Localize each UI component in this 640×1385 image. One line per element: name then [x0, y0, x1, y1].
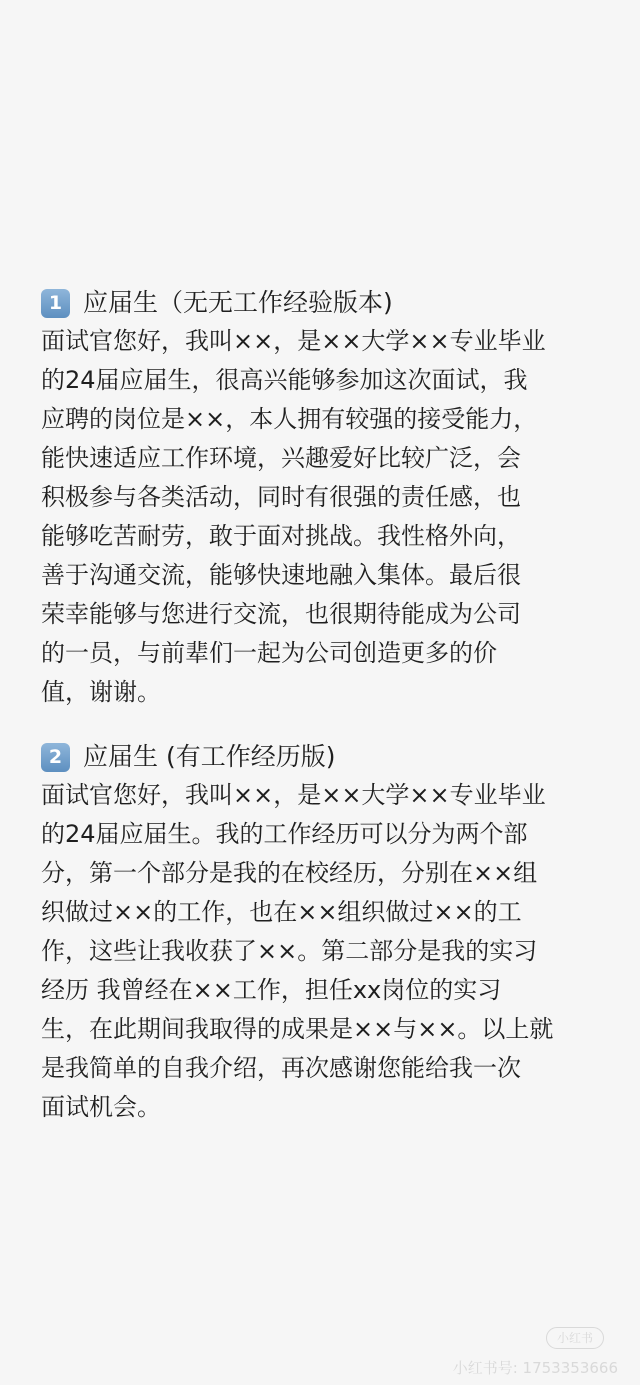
paragraph-line: 应聘的岗位是××，本人拥有较强的接受能力，: [41, 405, 538, 433]
paragraph-line: 的24届应届生，很高兴能够参加这次面试，我: [41, 366, 528, 394]
paragraph-line: 能快速适应工作环境，兴趣爱好比较广泛，会: [41, 444, 521, 472]
section-heading: [41, 738, 601, 776]
paragraph-line: 的24届应届生。我的工作经历可以分为两个部: [41, 820, 528, 848]
paragraph-line: 生，在此期间我取得的成果是××与××。以上就: [41, 1015, 554, 1043]
paragraph-line: 织做过××的工作，也在××组织做过××的工: [41, 898, 522, 926]
paragraph-line: 是我简单的自我介绍，再次感谢您能给我一次: [41, 1054, 521, 1082]
paragraph-line: 荣幸能够与您进行交流，也很期待能成为公司: [41, 600, 521, 628]
paragraph-line: 面试官您好，我叫××，是××大学××专业毕业: [41, 327, 546, 355]
paragraph-line: 值，谢谢。: [41, 678, 161, 706]
watermark-logo: 小红书: [546, 1327, 604, 1349]
paragraph-line: 积极参与各类活动，同时有很强的责任感，也: [41, 483, 521, 511]
paragraph-line: 善于沟通交流，能够快速地融入集体。最后很: [41, 561, 521, 589]
section-fresh-graduate-no-experience: [41, 284, 601, 712]
paragraph-line: 面试官您好，我叫××，是××大学××专业毕业: [41, 781, 546, 809]
watermark: [453, 1327, 618, 1377]
section-heading: [41, 284, 601, 322]
paragraph-line: 作，这些让我收获了××。第二部分是我的实习: [41, 937, 538, 965]
section-body: [41, 322, 601, 712]
paragraph-line: 的一员，与前辈们一起为公司创造更多的价: [41, 639, 497, 667]
number-1-keycap-icon: 1: [41, 289, 70, 318]
section-fresh-graduate-with-experience: [41, 738, 601, 1127]
number-2-keycap-icon: 2: [41, 743, 70, 772]
section-heading-text: 应届生 (有工作经历版): [83, 742, 336, 771]
section-heading-text: 应届生（无无工作经验版本): [83, 288, 393, 317]
paragraph-line: 经历 我曾经在××工作，担任xx岗位的实习: [41, 976, 502, 1004]
paragraph-line: 分，第一个部分是我的在校经历，分别在××组: [41, 859, 538, 887]
section-body: [41, 776, 601, 1127]
paragraph-line: 面试机会。: [41, 1093, 161, 1121]
paragraph-line: 能够吃苦耐劳，敢于面对挑战。我性格外向，: [41, 522, 521, 550]
watermark-account-id: 小红书号: 1753353666: [452, 1359, 618, 1377]
